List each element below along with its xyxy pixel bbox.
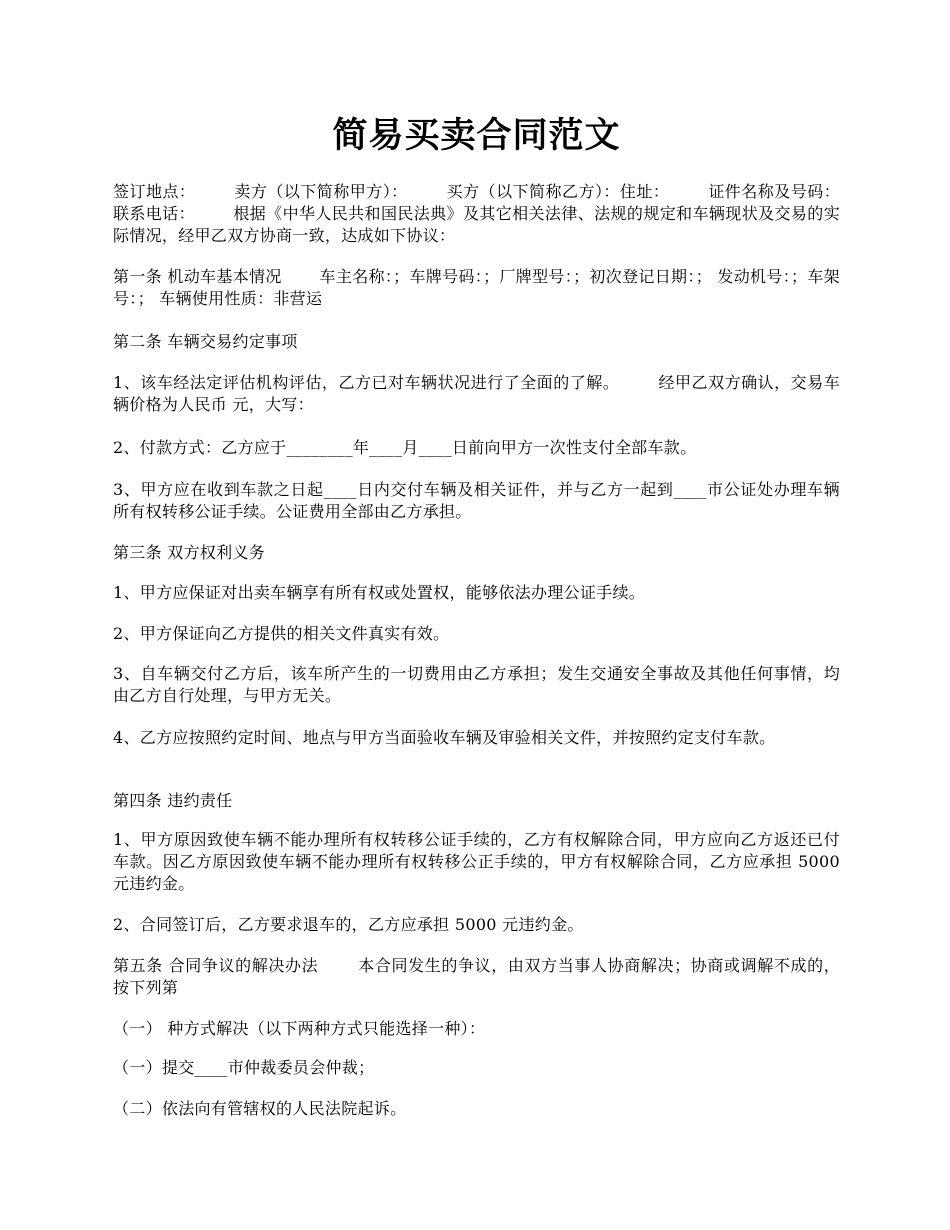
article-2-heading: 第二条 车辆交易约定事项 bbox=[113, 332, 298, 351]
article-2-clause-2: 2、付款方式：乙方应于________年____月____日前向甲方一次性支付全部车款。 bbox=[113, 438, 697, 457]
article-3-clause-1: 1、甲方应保证对出卖车辆享有所有权或处置权，能够依法办理公证手续。 bbox=[113, 583, 646, 602]
article-2-clause-3: 3、甲方应在收到车款之日起____日内交付车辆及相关证件，并与乙方一起到____市公证处办理车辆所有权转移公证手续。公证费用全部由乙方承担。 bbox=[113, 480, 840, 521]
article-5-paragraph: 第五条 合同争议的解决办法 本合同发生的争议，由双方当事人协商解决；协商或调解不成的，按下列第 bbox=[113, 956, 840, 997]
article-3-clause-4: 4、乙方应按照约定时间、地点与甲方当面验收车辆及审验相关文件，并按照约定支付车款。 bbox=[113, 728, 776, 747]
article-4-heading: 第四条 违约责任 bbox=[113, 791, 233, 810]
article-3-clause-2: 2、甲方保证向乙方提供的相关文件真实有效。 bbox=[113, 624, 450, 643]
article-4-clause-2: 2、合同签订后，乙方要求退车的，乙方应承担 5000 元违约金。 bbox=[113, 915, 584, 934]
article-5-option-2: （二）依法向有管辖权的人民法院起诉。 bbox=[113, 1099, 407, 1118]
article-2-clause-1: 1、该车经法定评估机构评估，乙方已对车辆状况进行了全面的了解。 经甲乙双方确认，交易车辆价格为人民币 元，大写： bbox=[113, 373, 840, 414]
document-title: 简易买卖合同范文 bbox=[332, 115, 621, 156]
article-3-heading: 第三条 双方权利义务 bbox=[113, 543, 266, 562]
preamble-paragraph: 签订地点： 卖方（以下简称甲方）： 买方（以下简称乙方）：住址： 证件名称及号码： 联系电话： 根据《中华人民共和国民法典》及其它相关法律、法规的规定和车辆现状及交易的实际情况，经甲乙双方协商一致，达成如下协议： bbox=[113, 182, 846, 245]
article-5-option-intro: （一） 种方式解决（以下两种方式只能选择一种）： bbox=[113, 1019, 486, 1038]
article-3-clause-3: 3、自车辆交付乙方后，该车所产生的一切费用由乙方承担；发生交通安全事故及其他任何事情，均由乙方自行处理，与甲方无关。 bbox=[113, 664, 840, 705]
article-1-paragraph: 第一条 机动车基本情况 车主名称：；车牌号码：；厂牌型号：；初次登记日期：； 发动机号：；车架号：； 车辆使用性质：非营运 bbox=[113, 267, 840, 308]
article-5-option-1: （一）提交____市仲裁委员会仲裁； bbox=[113, 1058, 375, 1077]
article-4-clause-1: 1、甲方原因致使车辆不能办理所有权转移公证手续的，乙方有权解除合同，甲方应向乙方返还已付车款。因乙方原因致使车辆不能办理所有权转移公正手续的，甲方有权解除合同，乙方应承担 5000 元违约金。 bbox=[113, 830, 846, 893]
